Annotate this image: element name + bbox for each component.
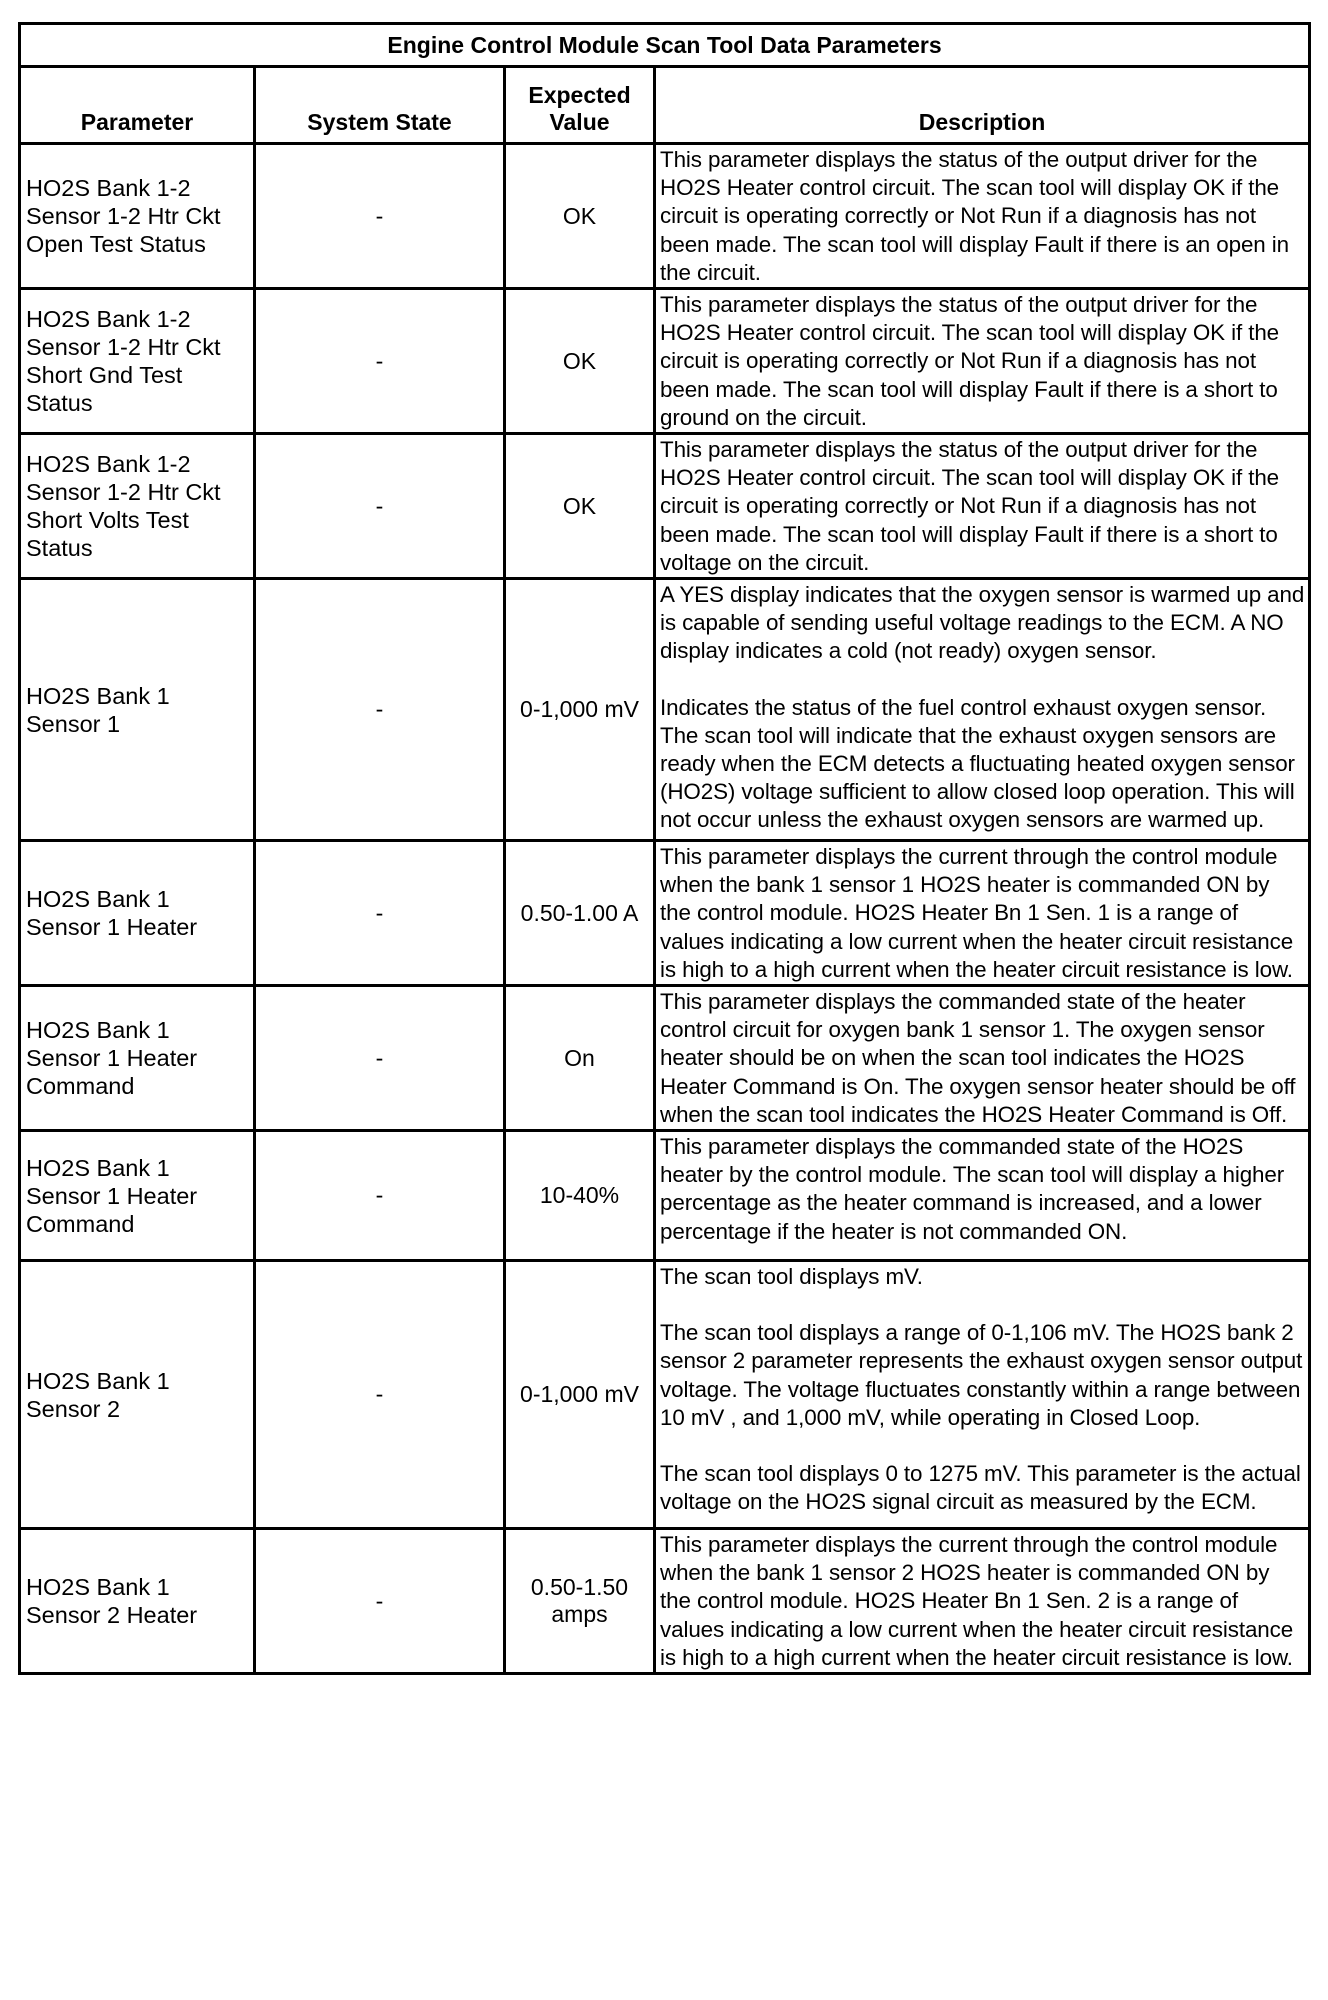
table-row: [20, 144, 1310, 289]
description-paragraph: A YES display indicates that the oxygen sensor is warmed up and is capable of sending useful voltage readings to the ECM. A NO display indicates a cold (not ready) oxygen sensor.: [660, 582, 1305, 664]
parameter-cell: HO2S Bank 1 Sensor 1 Heater Command: [20, 1131, 255, 1261]
expected-value-cell: 0-1,000 mV: [505, 579, 655, 841]
table-body: [20, 144, 1310, 1674]
table-title: Engine Control Module Scan Tool Data Parameters: [20, 24, 1310, 67]
parameter-cell: HO2S Bank 1 Sensor 1 Heater Command: [20, 986, 255, 1131]
parameter-cell: HO2S Bank 1-2 Sensor 1-2 Htr Ckt Short Gnd Test Status: [20, 289, 255, 434]
expected-value-cell: 10-40%: [505, 1131, 655, 1261]
header-expected-value: [505, 67, 655, 144]
system-state-cell: -: [255, 144, 505, 289]
parameter-cell: HO2S Bank 1-2 Sensor 1-2 Htr Ckt Short Volts Test Status: [20, 434, 255, 579]
expected-value-cell: OK: [505, 434, 655, 579]
description-cell: [655, 579, 1310, 841]
expected-value-cell: 0-1,000 mV: [505, 1261, 655, 1529]
table-row: [20, 579, 1310, 841]
table-row: [20, 986, 1310, 1131]
parameter-cell: HO2S Bank 1 Sensor 2 Heater: [20, 1529, 255, 1674]
description-cell: [655, 434, 1310, 579]
header-system-state: System State: [255, 67, 505, 144]
description-cell: [655, 986, 1310, 1131]
description-paragraph: Indicates the status of the fuel control exhaust oxygen sensor. The scan tool will indicate that the exhaust oxygen sensors are ready when the ECM detects a fluctuating heated oxygen sensor (HO2S) voltage sufficient to allow closed loop operation. This will not occur unless the exhaust oxygen sensors are warmed up.: [660, 694, 1295, 833]
description-paragraph: This parameter displays the current through the control module when the bank 1 sensor 2 HO2S heater is commanded ON by the control module. HO2S Heater Bn 1 Sen. 2 is a range of values indicating a low current when the heater circuit resistance is high to a high current when the heater circuit resistance is low.: [660, 1532, 1294, 1670]
expected-value-cell: 0.50-1.50 amps: [505, 1529, 655, 1674]
system-state-cell: -: [255, 579, 505, 841]
description-cell: [655, 1529, 1310, 1674]
description-paragraph: This parameter displays the status of the output driver for the HO2S Heater control circuit. The scan tool will display OK if the circuit is operating correctly or Not Run if a diagnosis has not been made. The scan tool will display Fault if there is a short to ground on the circuit.: [660, 292, 1280, 430]
description-paragraph: This parameter displays the commanded state of the HO2S heater by the control module. The scan tool will display a higher percentage as the heater command is increased, and a lower percentage if the heater is not commanded ON.: [660, 1134, 1285, 1244]
table-row: [20, 434, 1310, 579]
description-cell: [655, 841, 1310, 986]
description-paragraph: This parameter displays the status of the output driver for the HO2S Heater control circuit. The scan tool will display OK if the circuit is operating correctly or Not Run if a diagnosis has not been made. The scan tool will display Fault if there is an open in the circuit.: [660, 147, 1289, 285]
system-state-cell: -: [255, 1131, 505, 1261]
expected-value-cell: OK: [505, 144, 655, 289]
expected-value-cell: OK: [505, 289, 655, 434]
description-paragraph: The scan tool displays 0 to 1275 mV. This parameter is the actual voltage on the HO2S signal circuit as measured by the ECM.: [660, 1461, 1301, 1515]
system-state-cell: -: [255, 434, 505, 579]
system-state-cell: -: [255, 841, 505, 986]
table-header-row: [20, 67, 1310, 144]
description-paragraph: This parameter displays the commanded state of the heater control circuit for oxygen bank 1 sensor 1. The oxygen sensor heater should be on when the scan tool indicates the HO2S Heater Command is On. The oxygen sensor heater should be off when the scan tool indicates the HO2S Heater Command is Off.: [660, 989, 1296, 1127]
parameter-cell: HO2S Bank 1 Sensor 1 Heater: [20, 841, 255, 986]
system-state-cell: -: [255, 289, 505, 434]
description-cell: [655, 289, 1310, 434]
table-row: [20, 841, 1310, 986]
system-state-cell: -: [255, 1261, 505, 1529]
scan-tool-data-table: [18, 22, 1311, 1675]
description-cell: [655, 144, 1310, 289]
table-title-row: [20, 24, 1310, 67]
header-parameter: Parameter: [20, 67, 255, 144]
table-row: [20, 1261, 1310, 1529]
description-paragraph: This parameter displays the status of the output driver for the HO2S Heater control circuit. The scan tool will display OK if the circuit is operating correctly or Not Run if a diagnosis has not been made. The scan tool will display Fault if there is a short to voltage on the circuit.: [660, 437, 1280, 575]
system-state-cell: -: [255, 986, 505, 1131]
parameter-cell: HO2S Bank 1-2 Sensor 1-2 Htr Ckt Open Test Status: [20, 144, 255, 289]
description-paragraph: The scan tool displays a range of 0-1,106 mV. The HO2S bank 2 sensor 2 parameter represents the exhaust oxygen sensor output voltage. The voltage fluctuates constantly within a range between 10 mV , and 1,000 mV, while operating in Closed Loop.: [660, 1320, 1303, 1430]
table-row: [20, 1529, 1310, 1674]
parameter-cell: HO2S Bank 1 Sensor 1: [20, 579, 255, 841]
description-cell: [655, 1131, 1310, 1261]
expected-value-cell: On: [505, 986, 655, 1131]
expected-value-cell: 0.50-1.00 A: [505, 841, 655, 986]
description-paragraph: The scan tool displays mV.: [660, 1264, 923, 1290]
table-row: [20, 1131, 1310, 1261]
parameter-cell: HO2S Bank 1 Sensor 2: [20, 1261, 255, 1529]
header-description: Description: [655, 67, 1310, 144]
system-state-cell: -: [255, 1529, 505, 1674]
header-expected-value-line2: Value: [549, 109, 610, 135]
description-paragraph: This parameter displays the current through the control module when the bank 1 sensor 1 HO2S heater is commanded ON by the control module. HO2S Heater Bn 1 Sen. 1 is a range of values indicating a low current when the heater circuit resistance is high to a high current when the heater circuit resistance is low.: [660, 844, 1294, 982]
description-cell: [655, 1261, 1310, 1529]
table-row: [20, 289, 1310, 434]
header-expected-value-line1: Expected: [528, 82, 631, 108]
